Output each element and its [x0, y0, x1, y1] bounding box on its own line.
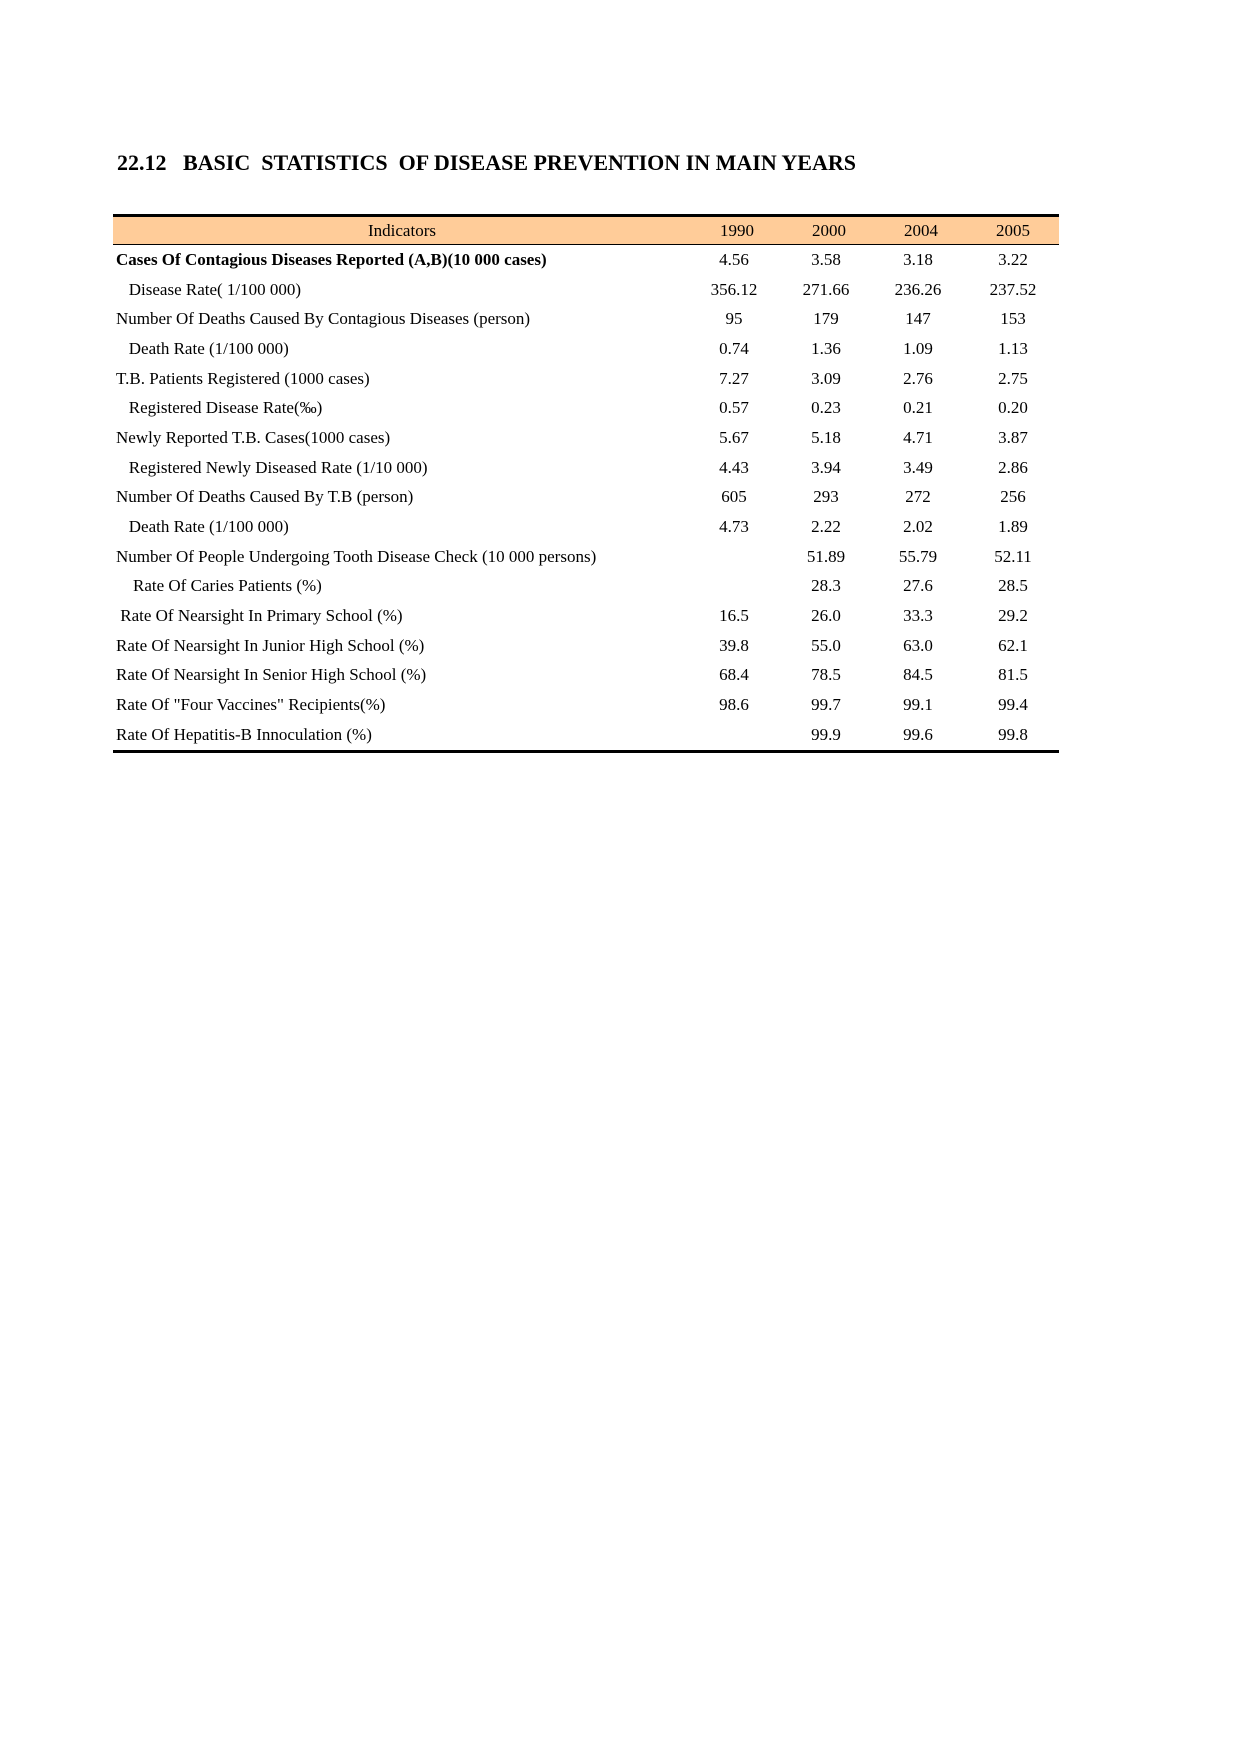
- value-cell: 0.74: [719, 338, 749, 358]
- header-year: 1990: [720, 220, 754, 240]
- indicator-cell: Rate Of Hepatitis-B Innoculation (%): [116, 724, 372, 744]
- table-row: [113, 245, 1059, 275]
- value-cell: 63.0: [903, 635, 933, 655]
- value-cell: 3.87: [998, 427, 1028, 447]
- indicator-cell: Death Rate (1/100 000): [116, 517, 289, 537]
- value-cell: 271.66: [802, 279, 850, 299]
- value-cell: 81.5: [998, 665, 1028, 685]
- value-cell: 98.6: [719, 695, 749, 715]
- indicator-cell: Number Of Deaths Caused By Contagious Diseases (person): [116, 309, 531, 329]
- value-cell: 3.22: [998, 249, 1028, 269]
- table-row: [113, 334, 1059, 364]
- value-cell: 3.49: [903, 457, 933, 477]
- value-cell: 84.5: [903, 665, 933, 685]
- indicator-cell: T.B. Patients Registered (1000 cases): [116, 368, 370, 388]
- statistics-table: [113, 214, 1059, 753]
- value-cell: 78.5: [811, 665, 841, 685]
- table-row: [113, 542, 1059, 572]
- table-row: [113, 423, 1059, 453]
- indicator-cell: Registered Disease Rate(‰): [116, 398, 323, 418]
- value-cell: 55.79: [898, 546, 938, 566]
- value-cell: 51.89: [806, 546, 846, 566]
- value-cell: 2.02: [903, 517, 933, 537]
- value-cell: 237.52: [989, 279, 1037, 299]
- value-cell: 27.6: [903, 576, 933, 596]
- indicator-cell: Rate Of Nearsight In Junior High School (%): [116, 635, 425, 655]
- value-cell: 0.21: [903, 398, 933, 418]
- indicator-cell: Registered Newly Diseased Rate (1/10 000): [116, 457, 428, 477]
- value-cell: 1.13: [998, 338, 1028, 358]
- value-cell: 99.8: [998, 724, 1028, 744]
- value-cell: 0.20: [998, 398, 1028, 418]
- value-cell: [691, 720, 783, 751]
- value-cell: 4.56: [719, 249, 749, 269]
- table-row: [113, 572, 1059, 602]
- value-cell: 33.3: [903, 606, 933, 626]
- value-cell: 3.58: [811, 249, 841, 269]
- value-cell: 29.2: [998, 606, 1028, 626]
- header-year: 2004: [904, 220, 938, 240]
- table-row: [113, 661, 1059, 691]
- value-cell: 1.09: [903, 338, 933, 358]
- value-cell: 256: [1000, 487, 1026, 507]
- page-title: 22.12 BASIC STATISTICS OF DISEASE PREVENTION IN MAIN YEARS: [117, 150, 856, 175]
- table-row: [113, 364, 1059, 394]
- indicator-cell: Rate Of Caries Patients (%): [116, 576, 322, 596]
- table-row: [113, 690, 1059, 720]
- value-cell: 2.22: [811, 517, 841, 537]
- value-cell: 3.18: [903, 249, 933, 269]
- value-cell: 293: [813, 487, 839, 507]
- value-cell: 99.7: [811, 695, 841, 715]
- value-cell: [691, 542, 783, 572]
- indicator-cell: Rate Of Nearsight In Primary School (%): [116, 606, 403, 626]
- table-row: [113, 512, 1059, 542]
- table-row: [113, 275, 1059, 305]
- value-cell: 3.94: [811, 457, 841, 477]
- value-cell: 28.3: [811, 576, 841, 596]
- header-row: [113, 216, 1059, 245]
- indicator-cell: Number Of People Undergoing Tooth Disease Check (10 000 persons): [116, 546, 597, 566]
- value-cell: 99.9: [811, 724, 841, 744]
- value-cell: 99.6: [903, 724, 933, 744]
- table-row: [113, 631, 1059, 661]
- value-cell: 68.4: [719, 665, 749, 685]
- value-cell: 0.23: [811, 398, 841, 418]
- value-cell: 3.09: [811, 368, 841, 388]
- header-year: 2000: [812, 220, 846, 240]
- value-cell: 62.1: [998, 635, 1028, 655]
- value-cell: 605: [721, 487, 747, 507]
- value-cell: 7.27: [719, 368, 749, 388]
- value-cell: 39.8: [719, 635, 749, 655]
- value-cell: 99.1: [903, 695, 933, 715]
- value-cell: 4.73: [719, 517, 749, 537]
- table-header: [113, 216, 1059, 245]
- table-body: [113, 245, 1059, 752]
- value-cell: 1.36: [811, 338, 841, 358]
- value-cell: 99.4: [998, 695, 1028, 715]
- value-cell: 4.43: [719, 457, 749, 477]
- table-row: [113, 483, 1059, 513]
- value-cell: 95: [725, 309, 743, 329]
- indicator-cell: Newly Reported T.B. Cases(1000 cases): [116, 427, 391, 447]
- value-cell: 5.18: [811, 427, 841, 447]
- value-cell: 2.86: [998, 457, 1028, 477]
- value-cell: 356.12: [710, 279, 758, 299]
- value-cell: 52.11: [994, 546, 1032, 566]
- value-cell: 236.26: [894, 279, 942, 299]
- indicator-cell: Death Rate (1/100 000): [116, 338, 289, 358]
- value-cell: 2.76: [903, 368, 933, 388]
- value-cell: 16.5: [719, 606, 749, 626]
- value-cell: 179: [813, 309, 839, 329]
- indicator-cell: Disease Rate( 1/100 000): [116, 279, 302, 299]
- value-cell: 0.57: [719, 398, 749, 418]
- indicator-cell: Cases Of Contagious Diseases Reported (A,B)(10 000 cases): [116, 249, 547, 269]
- value-cell: 153: [1000, 309, 1026, 329]
- indicator-cell: Number Of Deaths Caused By T.B (person): [116, 487, 414, 507]
- value-cell: 4.71: [903, 427, 933, 447]
- value-cell: 272: [905, 487, 931, 507]
- value-cell: 147: [905, 309, 931, 329]
- table-row: [113, 393, 1059, 423]
- value-cell: 5.67: [719, 427, 749, 447]
- table-row: [113, 304, 1059, 334]
- value-cell: 55.0: [811, 635, 841, 655]
- indicator-cell: Rate Of "Four Vaccines" Recipients(%): [116, 695, 386, 715]
- table-row: [113, 453, 1059, 483]
- value-cell: 28.5: [998, 576, 1028, 596]
- header-year: 2005: [996, 220, 1030, 240]
- value-cell: [691, 572, 783, 602]
- table-row: [113, 601, 1059, 631]
- value-cell: 1.89: [998, 517, 1028, 537]
- value-cell: 26.0: [811, 606, 841, 626]
- table-row: [113, 720, 1059, 751]
- value-cell: 2.75: [998, 368, 1028, 388]
- indicator-cell: Rate Of Nearsight In Senior High School (%): [116, 665, 427, 685]
- header-indicators: Indicators: [368, 220, 436, 240]
